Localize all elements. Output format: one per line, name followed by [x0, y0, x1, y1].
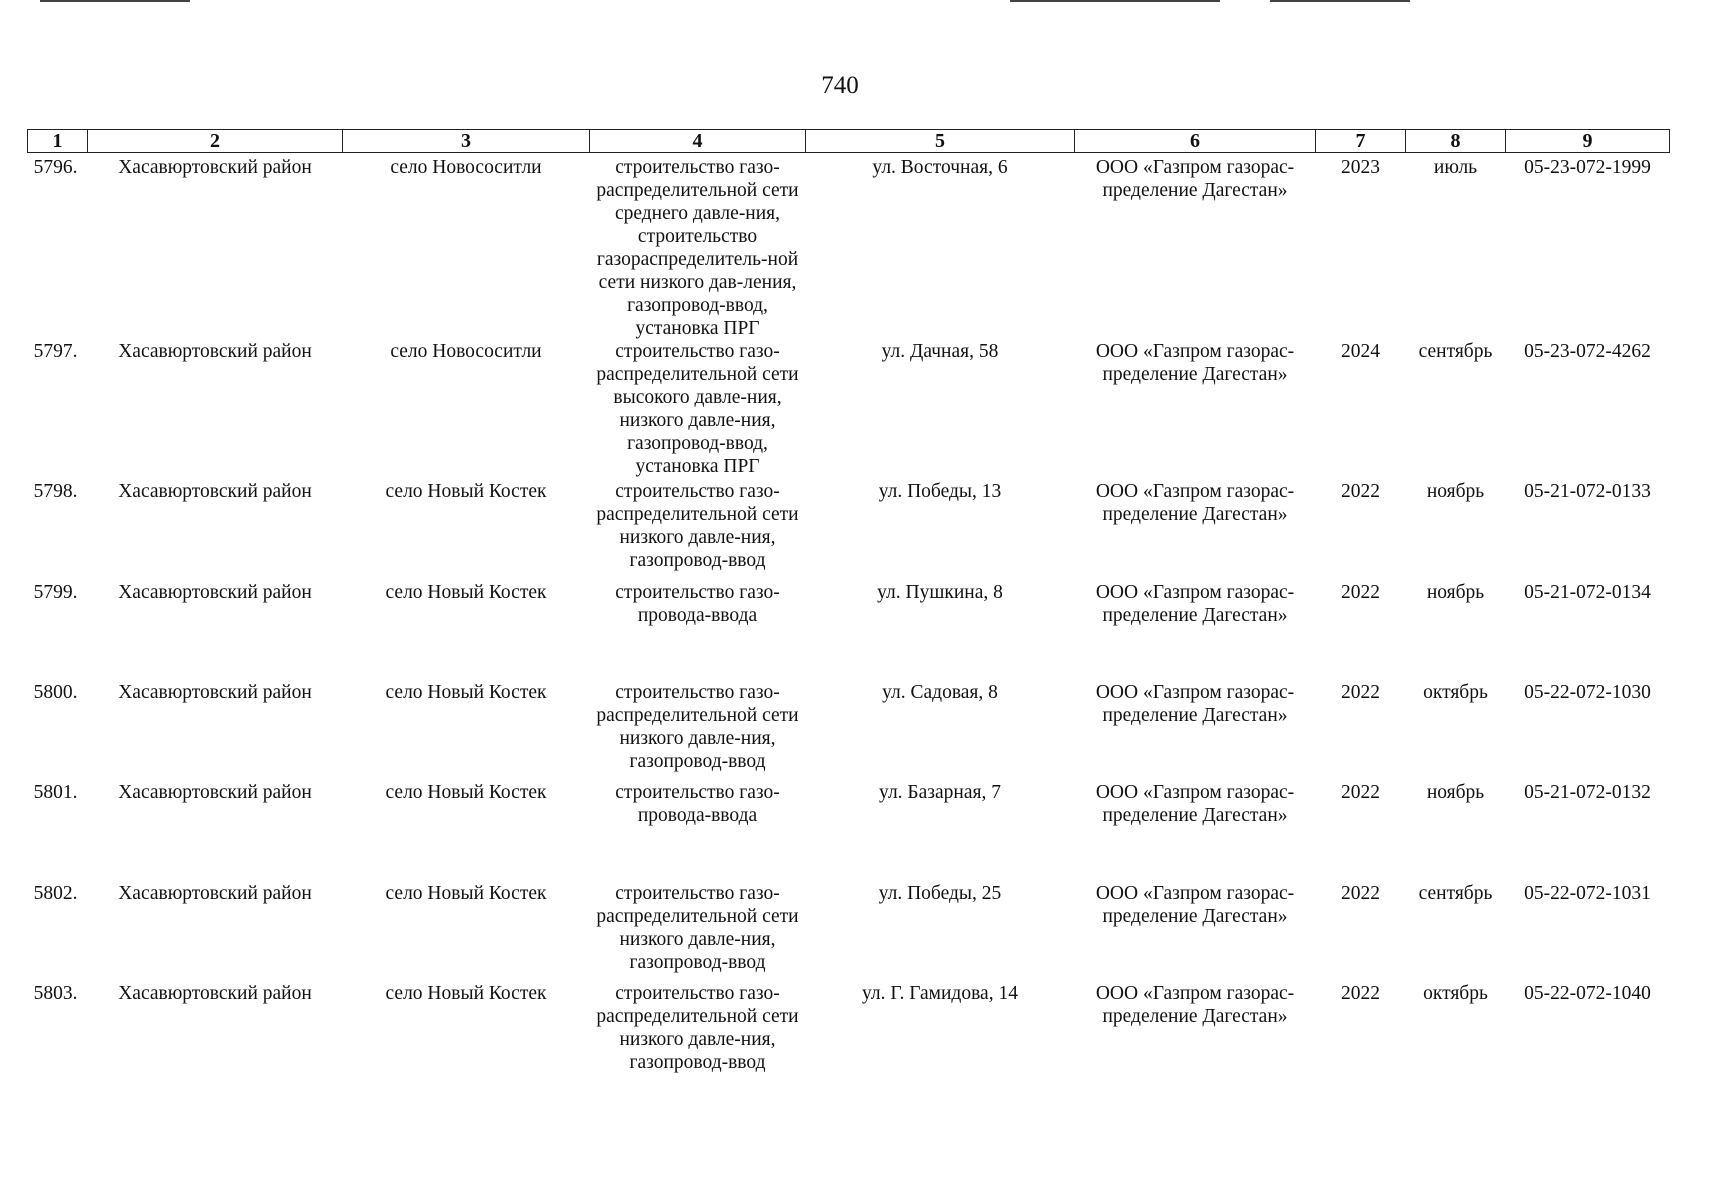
district-cell: Хасавюртовский район: [118, 157, 312, 178]
work-cell: строительство газо-распределительной сети низкого давле-ния, газопровод-ввод: [596, 883, 799, 973]
code-cell: 05-21-072-0134: [1524, 582, 1651, 603]
year-cell: 2022: [1341, 682, 1380, 703]
work-cell: строительство газо-распределительной сети низкого давле-ния, газопровод-ввод: [596, 481, 799, 571]
table-row: [28, 882, 1670, 982]
year-cell: 2024: [1341, 341, 1380, 362]
table-row: [28, 681, 1670, 781]
settlement-cell: село Новый Костек: [385, 983, 547, 1004]
month-cell: октябрь: [1423, 983, 1488, 1004]
year-cell: 2022: [1341, 782, 1380, 803]
organization-cell: ООО «Газпром газорас-пределение Дагестан»: [1095, 582, 1295, 626]
settlement-cell: село Новый Костек: [385, 782, 547, 803]
code-cell: 05-23-072-4262: [1524, 341, 1651, 362]
table-row: [28, 340, 1670, 480]
column-header: 8: [1406, 130, 1506, 153]
address-cell: ул. Победы, 25: [878, 883, 1002, 904]
row-number: 5796.: [33, 157, 78, 178]
address-cell: ул. Восточная, 6: [872, 157, 1008, 178]
row-number: 5799.: [33, 582, 78, 603]
code-cell: 05-22-072-1030: [1524, 682, 1651, 703]
row-number: 5797.: [33, 341, 78, 362]
organization-cell: ООО «Газпром газорас-пределение Дагестан»: [1095, 883, 1295, 927]
year-cell: 2022: [1341, 582, 1380, 603]
year-cell: 2022: [1341, 983, 1380, 1004]
column-header: 2: [88, 130, 343, 153]
top-edge-line: [40, 0, 190, 2]
row-number: 5803.: [33, 983, 78, 1004]
work-cell: строительство газо-распределительной сети низкого давле-ния, газопровод-ввод: [596, 983, 799, 1073]
top-edge-line: [1270, 0, 1410, 2]
row-number: 5801.: [33, 782, 78, 803]
address-cell: ул. Пушкина, 8: [877, 582, 1003, 603]
column-header: 7: [1316, 130, 1406, 153]
row-number: 5802.: [33, 883, 78, 904]
table-row: [28, 781, 1670, 882]
organization-cell: ООО «Газпром газорас-пределение Дагестан»: [1095, 481, 1295, 525]
settlement-cell: село Новососитли: [390, 341, 542, 362]
district-cell: Хасавюртовский район: [118, 582, 312, 603]
column-header: 1: [28, 130, 88, 153]
organization-cell: ООО «Газпром газорас-пределение Дагестан»: [1095, 157, 1295, 201]
code-cell: 05-21-072-0133: [1524, 481, 1651, 502]
month-cell: ноябрь: [1426, 782, 1485, 803]
district-cell: Хасавюртовский район: [118, 341, 312, 362]
work-cell: строительство газо-распределительной сети среднего давле-ния, строительство газораспределитель-ной сети низкого дав-ления, газопровод-ввод, установка ПРГ: [596, 157, 799, 339]
month-cell: сентябрь: [1418, 341, 1493, 362]
column-header: 6: [1075, 130, 1316, 153]
settlement-cell: село Новый Костек: [385, 481, 547, 502]
district-cell: Хасавюртовский район: [118, 782, 312, 803]
work-cell: строительство газо-распределительной сети высокого давле-ния, низкого давле-ния, газопровод-ввод, установка ПРГ: [596, 341, 799, 477]
table-row: [28, 480, 1670, 581]
address-cell: ул. Победы, 13: [878, 481, 1002, 502]
column-header: 5: [806, 130, 1075, 153]
code-cell: 05-21-072-0132: [1524, 782, 1651, 803]
table-row: [28, 153, 1670, 341]
page-number: 740: [821, 72, 859, 99]
month-cell: октябрь: [1423, 682, 1488, 703]
row-number: 5800.: [33, 682, 78, 703]
work-cell: строительство газо-распределительной сети низкого давле-ния, газопровод-ввод: [596, 682, 799, 772]
work-cell: строительство газо-провода-ввода: [615, 782, 780, 826]
table-row: [28, 982, 1670, 1082]
settlement-cell: село Новый Костек: [385, 682, 547, 703]
column-header: 9: [1506, 130, 1670, 153]
work-cell: строительство газо-провода-ввода: [615, 582, 780, 626]
district-cell: Хасавюртовский район: [118, 983, 312, 1004]
month-cell: ноябрь: [1426, 582, 1485, 603]
month-cell: ноябрь: [1426, 481, 1485, 502]
settlement-cell: село Новососитли: [390, 157, 542, 178]
address-cell: ул. Дачная, 58: [881, 341, 999, 362]
column-header: 3: [343, 130, 590, 153]
year-cell: 2022: [1341, 883, 1380, 904]
organization-cell: ООО «Газпром газорас-пределение Дагестан»: [1095, 341, 1295, 385]
year-cell: 2022: [1341, 481, 1380, 502]
organization-cell: ООО «Газпром газорас-пределение Дагестан»: [1095, 682, 1295, 726]
column-number-row: [28, 130, 1670, 153]
code-cell: 05-23-072-1999: [1524, 157, 1651, 178]
top-edge-line: [1010, 0, 1220, 2]
district-cell: Хасавюртовский район: [118, 883, 312, 904]
settlement-cell: село Новый Костек: [385, 582, 547, 603]
address-cell: ул. Г. Гамидова, 14: [862, 983, 1018, 1004]
address-cell: ул. Садовая, 8: [882, 682, 998, 703]
month-cell: сентябрь: [1418, 883, 1493, 904]
column-header: 4: [590, 130, 806, 153]
month-cell: июль: [1433, 157, 1478, 178]
row-number: 5798.: [33, 481, 78, 502]
district-cell: Хасавюртовский район: [118, 481, 312, 502]
organization-cell: ООО «Газпром газорас-пределение Дагестан»: [1095, 782, 1295, 826]
table-row: [28, 581, 1670, 681]
code-cell: 05-22-072-1040: [1524, 983, 1651, 1004]
registry-table: [27, 129, 1670, 1082]
code-cell: 05-22-072-1031: [1524, 883, 1651, 904]
district-cell: Хасавюртовский район: [118, 682, 312, 703]
organization-cell: ООО «Газпром газорас-пределение Дагестан»: [1095, 983, 1295, 1027]
settlement-cell: село Новый Костек: [385, 883, 547, 904]
year-cell: 2023: [1341, 157, 1380, 178]
address-cell: ул. Базарная, 7: [879, 782, 1001, 803]
